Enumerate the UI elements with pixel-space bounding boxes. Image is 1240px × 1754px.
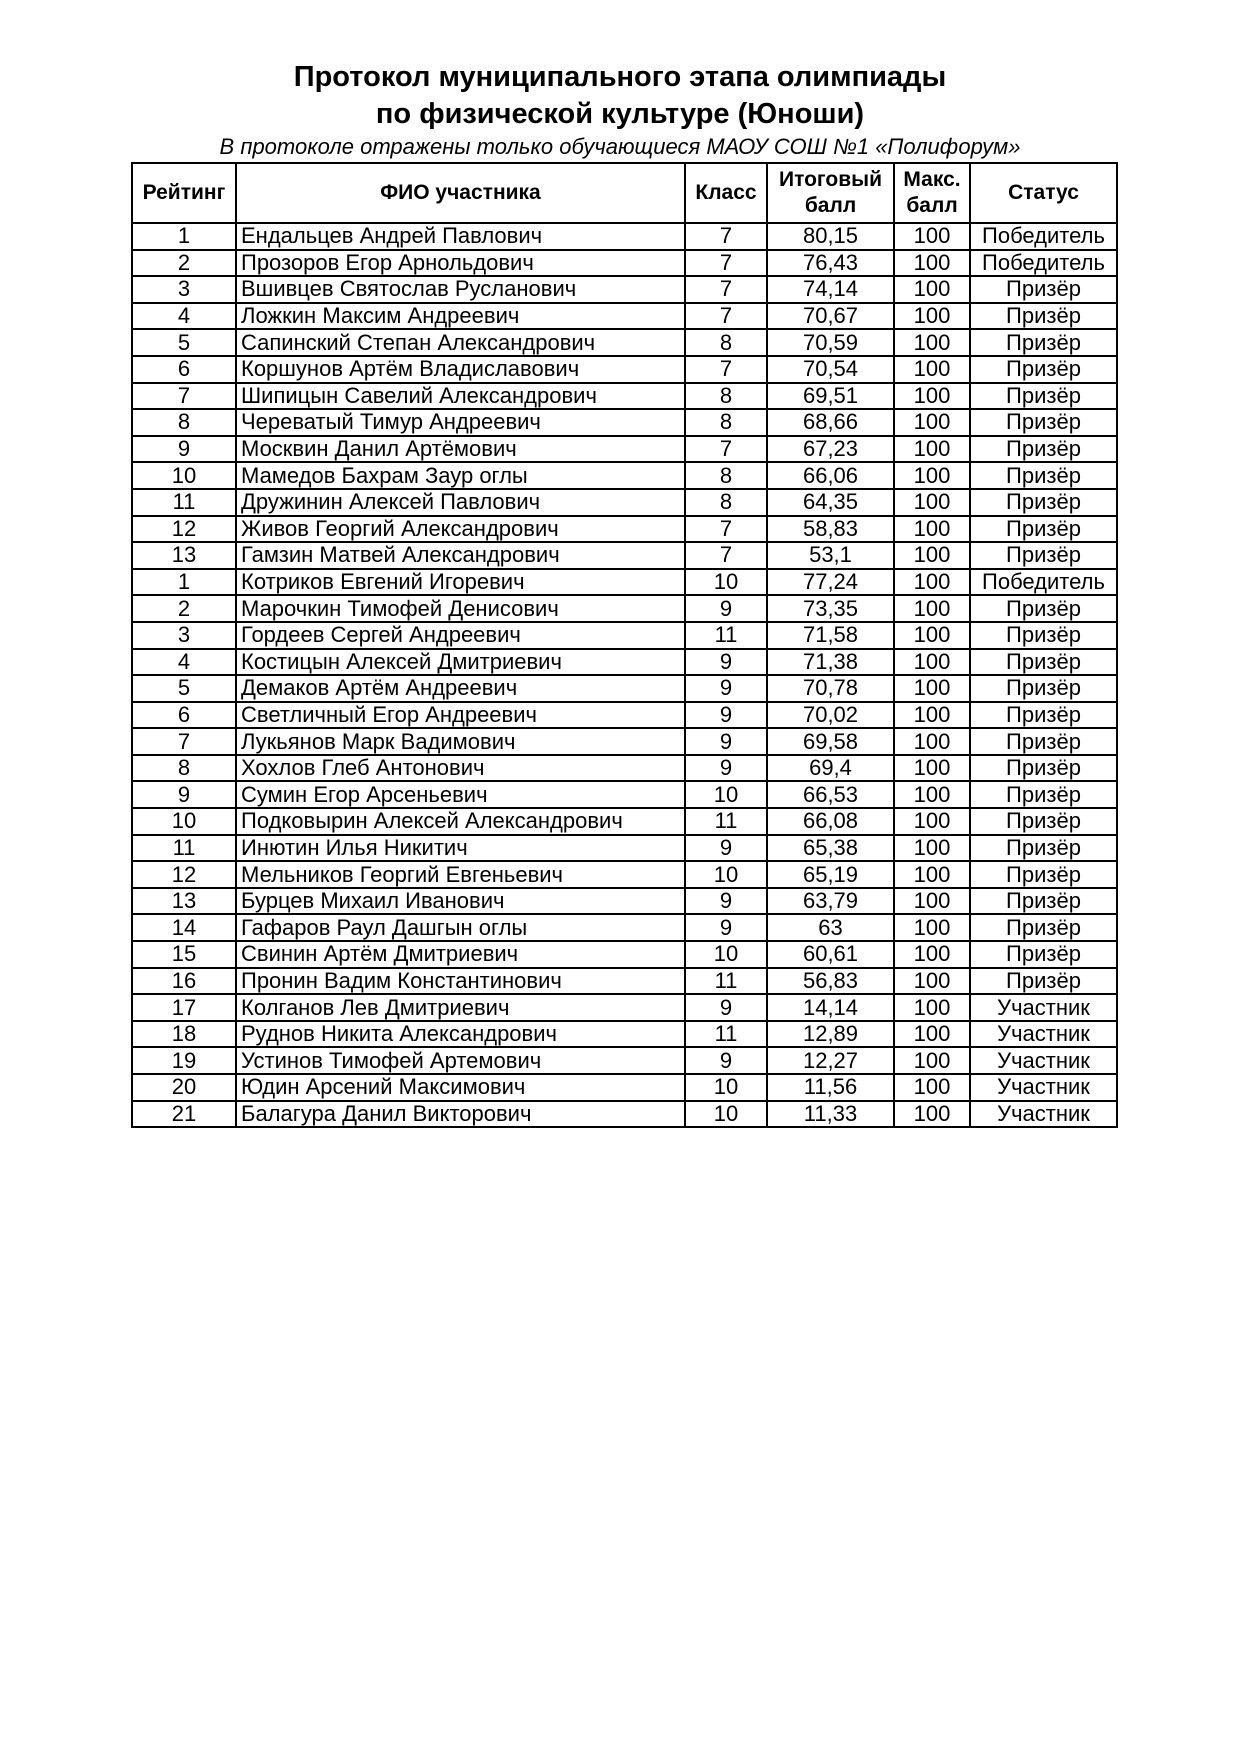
cell-total: 12,27 — [767, 1047, 894, 1074]
cell-max: 100 — [894, 303, 970, 330]
cell-name: Мельников Георгий Евгеньевич — [236, 861, 685, 888]
table-row — [132, 888, 1117, 915]
cell-status: Призёр — [970, 968, 1117, 995]
cell-rating: 2 — [132, 250, 236, 277]
cell-total: 65,19 — [767, 861, 894, 888]
cell-name: Устинов Тимофей Артемович — [236, 1047, 685, 1074]
cell-total: 68,66 — [767, 409, 894, 436]
cell-grade: 10 — [685, 941, 767, 968]
column-header-total — [767, 163, 894, 223]
table-row — [132, 941, 1117, 968]
column-header-name: ФИО участника — [236, 163, 685, 223]
table-row — [132, 755, 1117, 782]
cell-max: 100 — [894, 702, 970, 729]
cell-total: 71,38 — [767, 649, 894, 676]
table-row — [132, 968, 1117, 995]
cell-total: 80,15 — [767, 223, 894, 250]
cell-name: Лукьянов Марк Вадимович — [236, 728, 685, 755]
cell-rating: 14 — [132, 914, 236, 941]
cell-rating: 18 — [132, 1021, 236, 1048]
cell-status: Призёр — [970, 675, 1117, 702]
document-title-line-2: по физической культуре (Юноши) — [375, 98, 865, 130]
cell-total: 56,83 — [767, 968, 894, 995]
cell-total: 77,24 — [767, 569, 894, 596]
cell-total: 65,38 — [767, 835, 894, 862]
cell-status: Победитель — [970, 569, 1117, 596]
cell-grade: 10 — [685, 569, 767, 596]
cell-name: Сапинский Степан Александрович — [236, 329, 685, 356]
cell-grade: 9 — [685, 914, 767, 941]
cell-grade: 7 — [685, 250, 767, 277]
cell-rating: 11 — [132, 489, 236, 516]
table-row — [132, 595, 1117, 622]
cell-rating: 12 — [132, 516, 236, 543]
table-row — [132, 1101, 1117, 1128]
column-header-total-line-2: балл — [804, 194, 857, 217]
cell-status: Призёр — [970, 409, 1117, 436]
cell-max: 100 — [894, 250, 970, 277]
table-row — [132, 914, 1117, 941]
cell-total: 11,33 — [767, 1101, 894, 1128]
cell-name: Гафаров Раул Дашгын оглы — [236, 914, 685, 941]
cell-rating: 4 — [132, 649, 236, 676]
cell-grade: 11 — [685, 968, 767, 995]
cell-name: Сумин Егор Арсеньевич — [236, 781, 685, 808]
column-header-total-line-1: Итоговый — [779, 168, 882, 191]
cell-name: Гамзин Матвей Александрович — [236, 542, 685, 569]
cell-name: Череватый Тимур Андреевич — [236, 409, 685, 436]
cell-grade: 8 — [685, 409, 767, 436]
cell-rating: 6 — [132, 356, 236, 383]
cell-max: 100 — [894, 569, 970, 596]
cell-max: 100 — [894, 595, 970, 622]
cell-status: Участник — [970, 1021, 1117, 1048]
cell-rating: 4 — [132, 303, 236, 330]
cell-rating: 3 — [132, 622, 236, 649]
cell-grade: 9 — [685, 675, 767, 702]
cell-status: Победитель — [970, 250, 1117, 277]
table-row — [132, 1047, 1117, 1074]
cell-max: 100 — [894, 622, 970, 649]
cell-name: Ложкин Максим Андреевич — [236, 303, 685, 330]
cell-status: Призёр — [970, 702, 1117, 729]
cell-rating: 7 — [132, 383, 236, 410]
column-header-rating: Рейтинг — [132, 163, 236, 223]
cell-status: Призёр — [970, 888, 1117, 915]
cell-rating: 7 — [132, 728, 236, 755]
cell-max: 100 — [894, 808, 970, 835]
cell-total: 70,59 — [767, 329, 894, 356]
cell-grade: 10 — [685, 1101, 767, 1128]
cell-rating: 12 — [132, 861, 236, 888]
cell-max: 100 — [894, 1101, 970, 1128]
table-row — [132, 702, 1117, 729]
cell-status: Победитель — [970, 223, 1117, 250]
cell-grade: 7 — [685, 223, 767, 250]
table-row — [132, 1074, 1117, 1101]
cell-max: 100 — [894, 994, 970, 1021]
table-row — [132, 835, 1117, 862]
table-row — [132, 861, 1117, 888]
column-header-status: Статус — [970, 163, 1117, 223]
table-row — [132, 356, 1117, 383]
cell-name: Балагура Данил Викторович — [236, 1101, 685, 1128]
cell-name: Ендальцев Андрей Павлович — [236, 223, 685, 250]
cell-grade: 8 — [685, 383, 767, 410]
cell-max: 100 — [894, 649, 970, 676]
cell-grade: 9 — [685, 755, 767, 782]
table-row — [132, 436, 1117, 463]
cell-status: Призёр — [970, 489, 1117, 516]
cell-status: Призёр — [970, 516, 1117, 543]
cell-grade: 9 — [685, 728, 767, 755]
cell-total: 70,54 — [767, 356, 894, 383]
cell-status: Призёр — [970, 276, 1117, 303]
cell-rating: 10 — [132, 462, 236, 489]
table-row — [132, 462, 1117, 489]
cell-max: 100 — [894, 728, 970, 755]
cell-max: 100 — [894, 436, 970, 463]
cell-rating: 10 — [132, 808, 236, 835]
table-row — [132, 728, 1117, 755]
cell-rating: 5 — [132, 675, 236, 702]
cell-name: Вшивцев Святослав Русланович — [236, 276, 685, 303]
cell-status: Призёр — [970, 329, 1117, 356]
cell-rating: 9 — [132, 436, 236, 463]
results-table — [131, 162, 1118, 1128]
cell-status: Призёр — [970, 728, 1117, 755]
cell-grade: 9 — [685, 649, 767, 676]
cell-grade: 9 — [685, 595, 767, 622]
column-header-max-line-1: Макс. — [903, 168, 961, 191]
cell-total: 69,51 — [767, 383, 894, 410]
table-row — [132, 675, 1117, 702]
cell-name: Юдин Арсений Максимович — [236, 1074, 685, 1101]
cell-status: Призёр — [970, 542, 1117, 569]
cell-max: 100 — [894, 675, 970, 702]
cell-name: Шипицын Савелий Александрович — [236, 383, 685, 410]
cell-max: 100 — [894, 1074, 970, 1101]
cell-grade: 7 — [685, 276, 767, 303]
table-body — [132, 223, 1117, 1127]
cell-status: Призёр — [970, 622, 1117, 649]
cell-total: 70,78 — [767, 675, 894, 702]
cell-total: 14,14 — [767, 994, 894, 1021]
cell-status: Призёр — [970, 383, 1117, 410]
cell-name: Руднов Никита Александрович — [236, 1021, 685, 1048]
cell-status: Призёр — [970, 462, 1117, 489]
cell-total: 71,58 — [767, 622, 894, 649]
cell-max: 100 — [894, 383, 970, 410]
cell-total: 69,4 — [767, 755, 894, 782]
cell-status: Призёр — [970, 914, 1117, 941]
table-row — [132, 569, 1117, 596]
cell-grade: 9 — [685, 835, 767, 862]
cell-grade: 9 — [685, 994, 767, 1021]
table-row — [132, 808, 1117, 835]
cell-name: Живов Георгий Александрович — [236, 516, 685, 543]
cell-rating: 15 — [132, 941, 236, 968]
cell-total: 67,23 — [767, 436, 894, 463]
cell-total: 69,58 — [767, 728, 894, 755]
cell-name: Марочкин Тимофей Денисович — [236, 595, 685, 622]
cell-grade: 9 — [685, 702, 767, 729]
cell-grade: 11 — [685, 622, 767, 649]
cell-rating: 19 — [132, 1047, 236, 1074]
table-row — [132, 542, 1117, 569]
table-row — [132, 994, 1117, 1021]
cell-total: 73,35 — [767, 595, 894, 622]
cell-status: Призёр — [970, 755, 1117, 782]
cell-grade: 8 — [685, 462, 767, 489]
cell-total: 53,1 — [767, 542, 894, 569]
cell-status: Призёр — [970, 861, 1117, 888]
cell-status: Призёр — [970, 941, 1117, 968]
cell-name: Светличный Егор Андреевич — [236, 702, 685, 729]
document-title-line-1: Протокол муниципального этапа олимпиады — [293, 61, 947, 93]
cell-status: Призёр — [970, 808, 1117, 835]
cell-max: 100 — [894, 489, 970, 516]
cell-name: Москвин Данил Артёмович — [236, 436, 685, 463]
cell-status: Призёр — [970, 595, 1117, 622]
cell-grade: 10 — [685, 781, 767, 808]
cell-max: 100 — [894, 781, 970, 808]
cell-total: 64,35 — [767, 489, 894, 516]
cell-max: 100 — [894, 861, 970, 888]
cell-total: 76,43 — [767, 250, 894, 277]
cell-max: 100 — [894, 755, 970, 782]
cell-grade: 8 — [685, 329, 767, 356]
cell-name: Прозоров Егор Арнольдович — [236, 250, 685, 277]
table-row — [132, 622, 1117, 649]
cell-name: Гордеев Сергей Андреевич — [236, 622, 685, 649]
table-row — [132, 649, 1117, 676]
cell-name: Свинин Артём Дмитриевич — [236, 941, 685, 968]
table-header-row — [132, 163, 1117, 223]
cell-name: Подковырин Алексей Александрович — [236, 808, 685, 835]
cell-name: Демаков Артём Андреевич — [236, 675, 685, 702]
table-row — [132, 781, 1117, 808]
cell-total: 66,06 — [767, 462, 894, 489]
cell-status: Призёр — [970, 303, 1117, 330]
cell-rating: 1 — [132, 569, 236, 596]
cell-name: Бурцев Михаил Иванович — [236, 888, 685, 915]
cell-grade: 7 — [685, 356, 767, 383]
cell-grade: 8 — [685, 489, 767, 516]
cell-rating: 8 — [132, 755, 236, 782]
cell-name: Дружинин Алексей Павлович — [236, 489, 685, 516]
cell-max: 100 — [894, 462, 970, 489]
cell-grade: 7 — [685, 516, 767, 543]
cell-total: 66,08 — [767, 808, 894, 835]
cell-rating: 17 — [132, 994, 236, 1021]
cell-total: 70,02 — [767, 702, 894, 729]
cell-grade: 9 — [685, 1047, 767, 1074]
cell-max: 100 — [894, 409, 970, 436]
cell-name: Хохлов Глеб Антонович — [236, 755, 685, 782]
cell-name: Инютин Илья Никитич — [236, 835, 685, 862]
cell-rating: 13 — [132, 888, 236, 915]
cell-status: Призёр — [970, 436, 1117, 463]
cell-max: 100 — [894, 914, 970, 941]
cell-status: Участник — [970, 1074, 1117, 1101]
cell-total: 70,67 — [767, 303, 894, 330]
cell-grade: 9 — [685, 888, 767, 915]
table-row — [132, 303, 1117, 330]
cell-status: Участник — [970, 994, 1117, 1021]
cell-grade: 11 — [685, 808, 767, 835]
cell-rating: 1 — [132, 223, 236, 250]
cell-rating: 3 — [132, 276, 236, 303]
cell-name: Котриков Евгений Игоревич — [236, 569, 685, 596]
cell-status: Призёр — [970, 649, 1117, 676]
cell-total: 12,89 — [767, 1021, 894, 1048]
table-row — [132, 1021, 1117, 1048]
cell-name: Колганов Лев Дмитриевич — [236, 994, 685, 1021]
document-subtitle: В протоколе отражены только обучающиеся МАОУ СОШ №1 «Полифорум» — [219, 134, 1021, 159]
cell-name: Мамедов Бахрам Заур оглы — [236, 462, 685, 489]
cell-max: 100 — [894, 276, 970, 303]
table-row — [132, 250, 1117, 277]
cell-total: 63 — [767, 914, 894, 941]
cell-grade: 7 — [685, 436, 767, 463]
cell-max: 100 — [894, 356, 970, 383]
cell-name: Костицын Алексей Дмитриевич — [236, 649, 685, 676]
cell-rating: 20 — [132, 1074, 236, 1101]
cell-max: 100 — [894, 542, 970, 569]
table-row — [132, 276, 1117, 303]
cell-total: 63,79 — [767, 888, 894, 915]
cell-status: Призёр — [970, 781, 1117, 808]
cell-max: 100 — [894, 835, 970, 862]
cell-max: 100 — [894, 968, 970, 995]
column-header-max — [894, 163, 970, 223]
cell-rating: 11 — [132, 835, 236, 862]
cell-max: 100 — [894, 223, 970, 250]
cell-grade: 7 — [685, 303, 767, 330]
cell-rating: 16 — [132, 968, 236, 995]
cell-rating: 13 — [132, 542, 236, 569]
cell-status: Призёр — [970, 835, 1117, 862]
table-row — [132, 409, 1117, 436]
column-header-max-line-2: балл — [906, 194, 958, 217]
cell-rating: 9 — [132, 781, 236, 808]
cell-max: 100 — [894, 1047, 970, 1074]
cell-rating: 8 — [132, 409, 236, 436]
table-row — [132, 516, 1117, 543]
cell-total: 11,56 — [767, 1074, 894, 1101]
cell-max: 100 — [894, 888, 970, 915]
cell-max: 100 — [894, 941, 970, 968]
cell-total: 60,61 — [767, 941, 894, 968]
table-row — [132, 223, 1117, 250]
cell-total: 74,14 — [767, 276, 894, 303]
cell-grade: 10 — [685, 861, 767, 888]
cell-rating: 6 — [132, 702, 236, 729]
table-row — [132, 383, 1117, 410]
table-row — [132, 329, 1117, 356]
cell-rating: 5 — [132, 329, 236, 356]
cell-total: 66,53 — [767, 781, 894, 808]
cell-max: 100 — [894, 329, 970, 356]
cell-max: 100 — [894, 1021, 970, 1048]
column-header-grade: Класс — [685, 163, 767, 223]
cell-name: Пронин Вадим Константинович — [236, 968, 685, 995]
cell-rating: 2 — [132, 595, 236, 622]
cell-name: Коршунов Артём Владиславович — [236, 356, 685, 383]
cell-status: Участник — [970, 1047, 1117, 1074]
cell-grade: 7 — [685, 542, 767, 569]
cell-grade: 10 — [685, 1074, 767, 1101]
cell-grade: 11 — [685, 1021, 767, 1048]
cell-rating: 21 — [132, 1101, 236, 1128]
table-row — [132, 489, 1117, 516]
cell-total: 58,83 — [767, 516, 894, 543]
cell-status: Призёр — [970, 356, 1117, 383]
cell-max: 100 — [894, 516, 970, 543]
cell-status: Участник — [970, 1101, 1117, 1128]
